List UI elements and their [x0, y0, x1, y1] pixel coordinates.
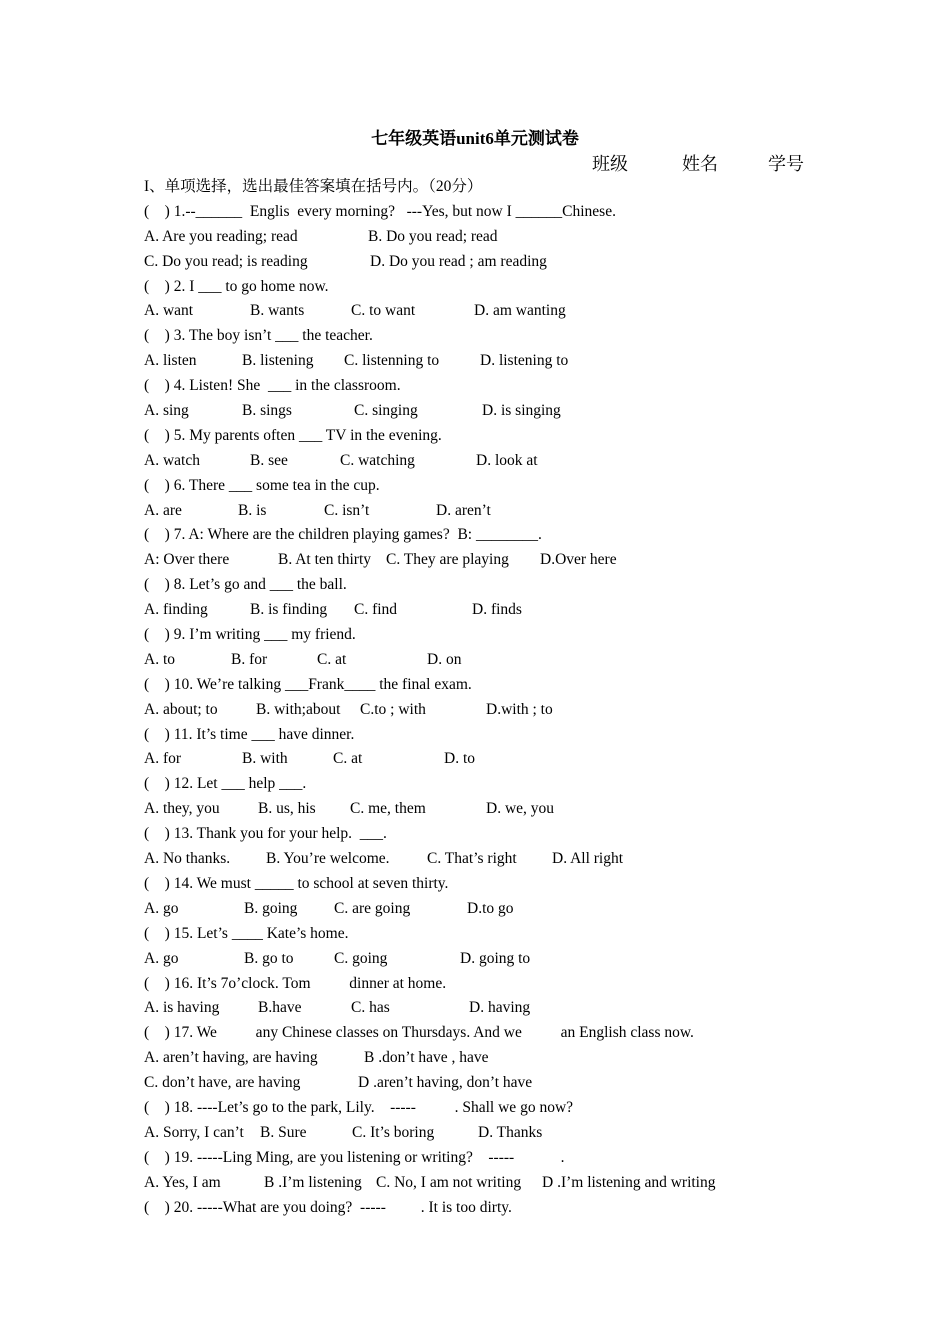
option: C. at — [333, 750, 363, 768]
option: D.with ; to — [486, 700, 553, 718]
question-4: ( ) 4. Listen! She ___ in the classroom. — [144, 377, 401, 395]
option: D. on — [427, 650, 462, 668]
question-1-options — [144, 225, 864, 250]
option: B. is finding — [250, 601, 328, 619]
option: A. go — [144, 899, 179, 917]
option: A. are — [144, 501, 182, 519]
question-8: ( ) 8. Let’s go and ___ the ball. — [144, 576, 347, 594]
option: D.Over here — [540, 551, 617, 569]
question-7-options — [144, 548, 864, 573]
student-number-label: 学号 — [768, 154, 804, 174]
option: A. listen — [144, 352, 197, 370]
page-title: 七年级英语unit6单元测试卷 — [371, 129, 579, 148]
option: C. Do you read; is reading — [144, 252, 308, 270]
option: D. is singing — [482, 402, 561, 420]
question-17: ( ) 17. We any Chinese classes on Thursdays. And we an English class now. — [144, 1024, 694, 1042]
option: C. at — [317, 650, 347, 668]
question-11: ( ) 11. It’s time ___ have dinner. — [144, 725, 355, 743]
option: B. At ten thirty — [278, 551, 371, 569]
question-12-options — [144, 797, 864, 822]
option: D. to — [444, 750, 475, 768]
question-18: ( ) 18. ----Let’s go to the park, Lily. ----- . Shall we go now? — [144, 1098, 574, 1116]
question-16-options — [144, 996, 864, 1021]
option: C. They are playing — [386, 551, 509, 569]
option: B.have — [258, 999, 302, 1017]
option: A. Are you reading; read — [144, 227, 298, 245]
option: B. is — [238, 501, 267, 519]
question-14-options — [144, 897, 864, 922]
question-11-options — [144, 747, 864, 772]
question-5: ( ) 5. My parents often ___ TV in the evening. — [144, 426, 442, 444]
option: C. No, I am not writing — [376, 1173, 522, 1191]
option: C. has — [351, 999, 390, 1017]
option: D .aren’t having, don’t have — [358, 1074, 533, 1092]
question-13-options — [144, 847, 864, 872]
option: B. wants — [250, 302, 305, 320]
option: C. are going — [334, 899, 411, 917]
section-1-multiple-choice — [144, 175, 864, 1220]
question-12: ( ) 12. Let ___ help ___. — [144, 775, 307, 793]
option: D. am wanting — [474, 302, 566, 320]
option: B. for — [231, 650, 268, 668]
section-heading: I、单项选择，选出最佳答案填在括号内。（20分） — [144, 178, 483, 195]
option: A. sing — [144, 402, 189, 420]
option: A. is having — [144, 999, 220, 1017]
question-list — [144, 200, 864, 1221]
option: B. You’re welcome. — [266, 850, 390, 868]
question-20: ( ) 20. -----What are you doing? ----- . It is too dirty. — [144, 1198, 512, 1216]
option: D.to go — [467, 899, 514, 917]
option: B. sings — [242, 402, 292, 420]
class-label: 班级 — [592, 154, 628, 174]
option: B .don’t have , have — [364, 1049, 489, 1067]
option: A. aren’t having, are having — [144, 1049, 318, 1067]
option: C. singing — [354, 402, 418, 420]
option: A. Sorry, I can’t — [144, 1123, 244, 1141]
question-10-options — [144, 698, 864, 723]
option: A. for — [144, 750, 182, 768]
question-19: ( ) 19. -----Ling Ming, are you listening or writing? ----- . — [144, 1148, 565, 1166]
option: C. listenning to — [344, 352, 440, 370]
question-3-options — [144, 349, 864, 374]
option: B .I’m listening — [264, 1173, 362, 1191]
option: A. No thanks. — [144, 850, 231, 868]
option: A. Yes, I am — [144, 1173, 221, 1191]
option: D. going to — [460, 949, 531, 967]
option: B. see — [250, 451, 288, 469]
option: C. watching — [340, 451, 415, 469]
option: D. Thanks — [478, 1123, 543, 1141]
question-3: ( ) 3. The boy isn’t ___ the teacher. — [144, 327, 373, 345]
option: C. me, them — [350, 800, 426, 818]
question-5-options — [144, 449, 864, 474]
option: D. aren’t — [436, 501, 491, 519]
option: A. they, you — [144, 800, 220, 818]
question-6-options — [144, 499, 864, 524]
option: C. to want — [351, 302, 416, 320]
option: A: Over there — [144, 551, 230, 569]
question-1-options — [144, 250, 864, 275]
question-10: ( ) 10. We’re talking ___Frank____ the final exam. — [144, 675, 472, 693]
option: D .I’m listening and writing — [542, 1173, 716, 1191]
option: C. don’t have, are having — [144, 1074, 301, 1092]
name-label: 姓名 — [682, 154, 718, 174]
question-17-options — [144, 1071, 864, 1096]
question-18-options — [144, 1121, 864, 1146]
option: A. finding — [144, 601, 208, 619]
question-7: ( ) 7. A: Where are the children playing games? B: ________. — [144, 526, 542, 544]
option: D. finds — [472, 601, 522, 619]
question-13: ( ) 13. Thank you for your help. ___. — [144, 825, 387, 843]
option: B. listening — [242, 352, 314, 370]
question-16: ( ) 16. It’s 7o’clock. Tom dinner at home. — [144, 974, 447, 992]
option: C. isn’t — [324, 501, 370, 519]
question-8-options — [144, 598, 864, 623]
option: B. with — [242, 750, 288, 768]
question-15-options — [144, 947, 864, 972]
option: A. want — [144, 302, 194, 320]
option: D. having — [469, 999, 531, 1017]
question-4-options — [144, 399, 864, 424]
question-6: ( ) 6. There ___ some tea in the cup. — [144, 476, 380, 494]
question-15: ( ) 15. Let’s ____ Kate’s home. — [144, 924, 349, 942]
option: B. Do you read; read — [368, 227, 498, 245]
option: D. All right — [552, 850, 624, 868]
option: C. find — [354, 601, 398, 619]
option: C.to ; with — [360, 700, 426, 718]
option: D. look at — [476, 451, 538, 469]
option: B. Sure — [260, 1123, 307, 1141]
option: D. we, you — [486, 800, 555, 818]
question-9: ( ) 9. I’m writing ___ my friend. — [144, 626, 356, 644]
option: B. with;about — [256, 700, 341, 718]
question-2: ( ) 2. I ___ to go home now. — [144, 277, 329, 295]
option: D. Do you read ; am reading — [370, 252, 547, 270]
option: A. go — [144, 949, 179, 967]
question-2-options — [144, 299, 864, 324]
option: C. It’s boring — [352, 1123, 435, 1141]
option: C. That’s right — [427, 850, 517, 868]
option: A. watch — [144, 451, 200, 469]
question-14: ( ) 14. We must _____ to school at seven thirty. — [144, 874, 449, 892]
question-17-options — [144, 1046, 864, 1071]
option: B. us, his — [258, 800, 316, 818]
question-9-options — [144, 648, 864, 673]
option: C. going — [334, 949, 388, 967]
option: A. to — [144, 650, 175, 668]
option: A. about; to — [144, 700, 218, 718]
question-19-options — [144, 1171, 864, 1196]
question-1: ( ) 1.--______ Englis every morning? ---Yes, but now I ______Chinese. — [144, 202, 616, 220]
option: B. going — [244, 899, 298, 917]
option: B. go to — [244, 949, 294, 967]
option: D. listening to — [480, 352, 569, 370]
